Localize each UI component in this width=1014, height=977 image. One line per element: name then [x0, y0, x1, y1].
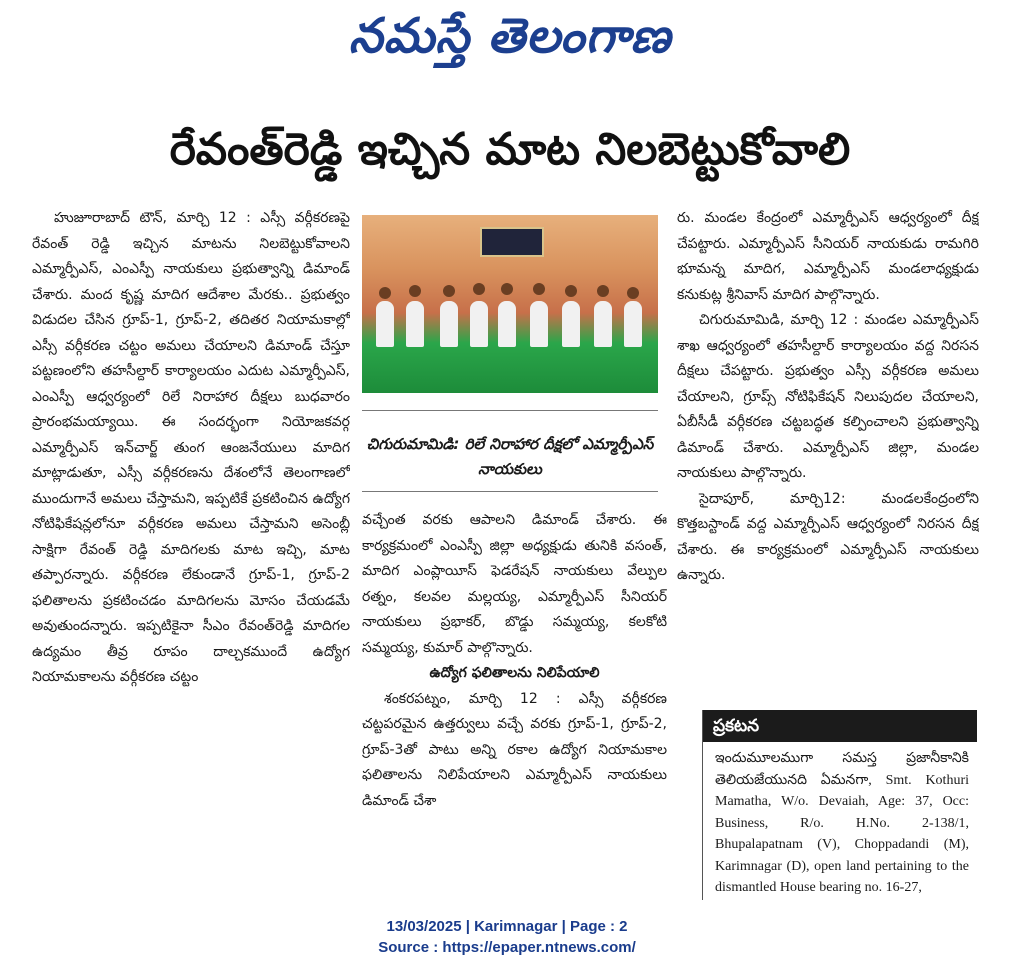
photo-head: [379, 287, 391, 299]
photo-head: [409, 285, 421, 297]
article-column-2: [362, 508, 667, 898]
photo-head: [565, 285, 577, 297]
caption-divider: [362, 491, 658, 492]
photo-head: [597, 285, 609, 297]
photo-head: [473, 283, 485, 295]
photo-person: [376, 301, 394, 347]
photo-person: [440, 301, 458, 347]
photo-person: [562, 301, 580, 347]
notice-title: ప్రకటన: [703, 710, 977, 742]
footer-date-edition: 13/03/2025 | Karimnagar | Page : 2: [386, 918, 628, 935]
article-headline: రేవంత్‌రెడ్డి ఇచ్చిన మాట నిలబెట్టుకోవాలి: [169, 124, 851, 175]
photo-head: [501, 283, 513, 295]
photo-head: [627, 287, 639, 299]
column1-paragraph: హుజూరాబాద్ టౌన్, మార్చి 12 : ఎస్సీ వర్గీకరణపై రేవంత్ రెడ్డి ఇచ్చిన మాటను నిలబెట్టుకోవాలని ఎమ్మార్పీఎస్, ఎంఎస్పీ నాయకులు ప్రభుత్వాన్ని డిమాండ్ చేశారు. మంద కృష్ణ మాదిగ ఆదేశాల మేరకు.. ప్రభుత్వం విడుదల చేసిన గ్రూప్-1, గ్రూప్-2, తదితర నియామకాల్లో ఎస్సీ వర్గీకరణ చట్టం అమలు చేయాలని డిమాండ్ చేస్తూ పట్టణంలోని తహసీల్దార్ కార్యాలయం ఎదుట ఎమ్మార్పీఎస్, ఎంఎస్పీ ఆధ్వర్యంలో రిలే నిరాహార దీక్షలు బుధవారం ప్రారంభమయ్యాయి. ఈ సందర్భంగా నియోజకవర్గ ఎమ్మార్పీఎస్ ఇన్‌చార్జ్ తుంగ ఆంజనేయులు మాదిగ మాట్లాడుతూ, ఎస్సీ వర్గీకరణను దేశంలోనే తెలంగాణలో ముందుగానే అమలు చేస్తామని, ఇప్పటికే ప్రకటించిన ఉద్యోగ నోటిఫికేషన్లలోనూ వర్గీకరణ అమలు చేస్తామని అసెంబ్లీ సాక్షిగా రేవంత్ రెడ్డి మాదిగలకు మాట ఇచ్చి, మాట తప్పారన్నారు. వర్గీకరణ లేకుండానే గ్రూప్-1, గ్రూప్-2 ఫలితాలను ప్రకటించడం మాదిగలను మోసం చేయడమే అవుతుందన్నారు. ఇప్పటికైనా సీఎం రేవంత్‌రెడ్డి మాదిగల ఉద్యమం తీవ్ర రూపం దాల్చకముందే ఉద్యోగ నియామకాలను వర్గీకరణ చట్టం: [32, 210, 350, 685]
article-photo: [362, 215, 658, 393]
photo-person: [594, 301, 612, 347]
photo-caption: చిగురుమామిడి: రిలే నిరాహార దీక్షలో ఎమ్మార్పీఎస్ నాయకులు: [366, 435, 654, 478]
newspaper-masthead: నమస్తే తెలంగాణ: [348, 8, 672, 64]
column2-paragraph: వచ్చేంత వరకు ఆపాలని డిమాండ్ చేశారు. ఈ కార్యక్రమంలో ఎంఎస్పీ జిల్లా అధ్యక్షుడు తునికి వసంత్, మాదిగ ఎంప్లాయీస్ ఫెడరేషన్ నాయకులు వేల్పుల రత్నం, కలవల మల్లయ్య, ఎమ్మార్పీఎస్ సీనియర్ నాయకులు ప్రభాకర్, బొడ్డు సమ్మయ్య, కలకోటి సమ్మయ్య, కుమార్ పాల్గొన్నారు.: [362, 512, 667, 656]
photo-head: [443, 285, 455, 297]
photo-banner: [480, 227, 544, 257]
column2-paragraph: శంకరపట్నం, మార్చి 12 : ఎస్సీ వర్గీకరణ చట్టపరమైన ఉత్తర్వులు వచ్చే వరకు గ్రూప్-1, గ్రూప్-2, గ్రూప్-3తో పాటు అన్ని రకాల ఉద్యోగ నియామకాల ఫలితాలను నిలిపేయాలని ఎమ్మార్పీఎస్ నాయకులు డిమాండ్ చేశా: [362, 690, 667, 809]
photo-person: [406, 301, 424, 347]
page-footer: [0, 916, 1014, 958]
caption-divider: [362, 410, 658, 411]
photo-person: [498, 301, 516, 347]
photo-head: [533, 283, 545, 295]
photo-person: [624, 301, 642, 347]
article-column-1: [32, 206, 350, 902]
footer-source-link[interactable]: Source : https://epaper.ntnews.com/: [378, 939, 636, 956]
column3-paragraph: చిగురుమామిడి, మార్చి 12 : మండల ఎమ్మార్పీఎస్ శాఖ ఆధ్వర్యంలో తహసీల్దార్ కార్యాలయం వద్ద నిరసన దీక్షలు చేపట్టారు. ప్రభుత్వం ఎస్సీ వర్గీకరణ అమలు చేయాలని, గ్రూప్స్ నోటిఫికేషన్ నిలుపుదల చేయాలని, ఏబీసీడీ వర్గీకరణ చట్టబద్ధత కల్పించాలని ప్రభుత్వాన్ని డిమాండ్ చేశారు. ఎమ్మార్పీఎస్ జిల్లా, మండల నాయకులు పాల్గొన్నారు.: [677, 312, 979, 481]
column2-subheading: ఉద్యోగ ఫలితాలను నిలిపేయాలి: [429, 665, 600, 681]
notice-body: ఇందుమూలముగా సమస్త ప్రజానీకానికి తెలియజేయునది ఏమనగా, Smt. Kothuri Mamatha, W/o. Devaiah, Age: 37, Occ: Business, R/o. H.No. 2-138/1, Bhupalapatnam (V), Choppadandi (M), Karimnagar (D), open land pertaining to the dismantled House bearing no. 16-27,: [715, 751, 969, 895]
photo-person: [470, 301, 488, 347]
photo-person: [530, 301, 548, 347]
article-column-3: [677, 206, 979, 692]
public-notice-box: [702, 710, 977, 900]
column3-paragraph: రు. మండల కేంద్రంలో ఎమ్మార్పీఎస్ ఆధ్వర్యంలో దీక్ష చేపట్టారు. ఎమ్మార్పీఎస్ సీనియర్ నాయకుడు రామగిరి భూమన్న మాదిగ, ఎమ్మార్పీఎస్ మండలాధ్యక్షుడు కనుకుట్ల శ్రీనివాస్ మాదిగ పాల్గొన్నారు.: [677, 210, 979, 303]
column3-paragraph: సైదాపూర్, మార్చి12: మండలకేంద్రంలోని కొత్తబస్టాండ్ వద్ద ఎమ్మార్పీఎస్ ఆధ్వర్యంలో నిరసన దీక్ష చేశారు. ఈ కార్యక్రమంలో ఎమ్మార్పీఎస్ నాయకులు ఉన్నారు.: [677, 490, 979, 583]
